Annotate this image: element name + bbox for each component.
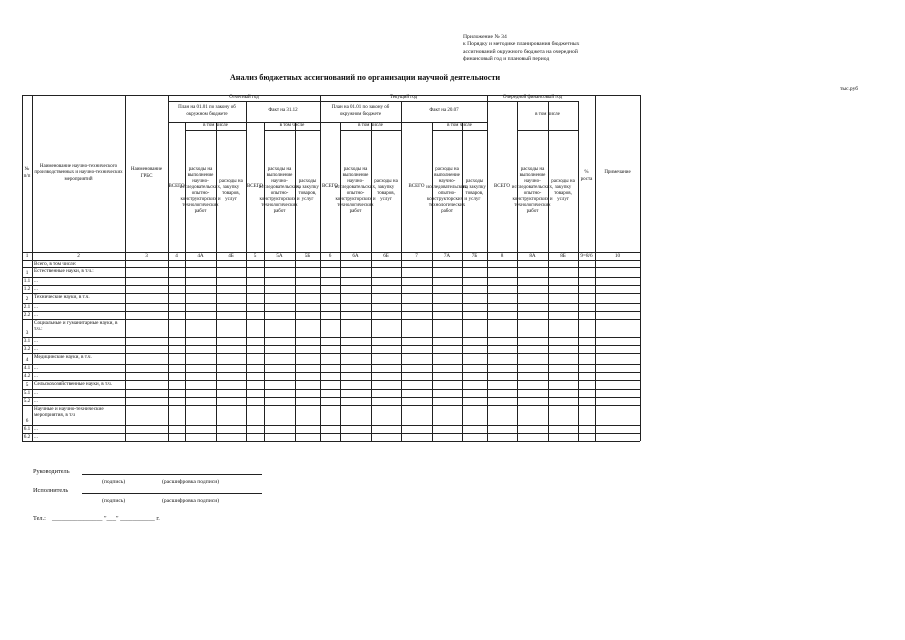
header-total-15: ВСЕГО xyxy=(493,183,511,189)
header-including-4: в том числе xyxy=(203,122,228,128)
appendix-line-2: к Порядку и методике планирования бюджетных xyxy=(463,41,580,48)
document-title: Анализ бюджетных ассигнований по организации научной деятельности xyxy=(229,73,501,82)
executor-label: Исполнитель xyxy=(33,487,69,494)
executor-signature-hint: (подпись) xyxy=(102,498,126,504)
column-number: 6 xyxy=(328,253,332,259)
table-row-number: 6.2 xyxy=(23,434,31,440)
table-row-label: Научные и научно-технические мероприятия, в т.ч xyxy=(34,406,104,419)
header-plan-0101-current: План на 01.01 по закону об окружном бюджете xyxy=(331,105,390,117)
header-reporting-year: Отчетный год xyxy=(229,94,259,100)
executor-decode-hint: (расшифровка подписи) xyxy=(162,498,220,504)
table-row-number: 4 xyxy=(25,357,29,363)
header-goods-5: расходы на закупку товаров, услуг xyxy=(219,178,243,203)
table-row-number: 1 xyxy=(25,270,29,276)
executor-signature-line[interactable] xyxy=(82,493,262,494)
appendix-note xyxy=(463,34,663,64)
table-row-label: ... xyxy=(34,338,38,344)
column-number: 3 xyxy=(145,253,148,259)
column-number: 9=8/6 xyxy=(580,253,593,259)
header-total-3: ВСЕГО xyxy=(168,183,185,189)
header-fact-3112: Факт на 31.12 xyxy=(268,108,298,114)
table-row-number: 6 xyxy=(25,418,29,424)
header-goods-11: расходы на закупку товаров, услуг xyxy=(374,178,398,203)
table-row-label: Сельскохозяйственные науки, в т.ч. xyxy=(34,381,113,387)
table-row-number: 2.1 xyxy=(23,304,31,310)
phone-date-line[interactable]: ________________ "___" ___________ г. xyxy=(52,515,160,522)
table-row-label: ... xyxy=(34,390,38,396)
appendix-line-1: Приложение № 34 xyxy=(463,34,507,40)
unit-label: тыс.руб xyxy=(840,86,859,92)
header-rnd-13: расходы на выполнение научно-исследовательских, опытно-конструкторских и технологических работ xyxy=(426,166,468,215)
table-row-label: ... xyxy=(34,434,38,440)
header-including-6: в том числе xyxy=(358,122,383,128)
table-row-number: 3.2 xyxy=(23,346,31,352)
header-including-5: в том числе xyxy=(279,122,305,128)
table-row-label: Всего, в том числе: xyxy=(34,261,77,267)
header-rnd-4: расходы на выполнение научно-исследовательских, опытно-конструкторских и технологических работ xyxy=(179,166,222,215)
header-goods-17: расходы на закупку товаров, услуг xyxy=(551,178,575,203)
appendix-line-3: ассигнований окружного бюджета на очередной xyxy=(463,48,578,55)
column-number: 4А xyxy=(197,253,204,259)
header-goods-14: расходы на закупку товаров, услуг xyxy=(463,178,486,203)
table-row-number: 1.1 xyxy=(23,278,31,284)
header-name: Наименование научно-технического производственных и научно-технических мероприятий xyxy=(34,164,123,182)
table-row-label: ... xyxy=(34,304,38,310)
table-row-label: Медицинские науки, в т.ч. xyxy=(34,354,92,360)
column-number: 2 xyxy=(77,253,80,259)
header-including-7: в том числе xyxy=(447,122,472,128)
header-num: № п/п xyxy=(23,167,31,179)
head-signature-hint: (подпись) xyxy=(102,479,126,485)
table-rule xyxy=(640,95,641,441)
table-row-label: ... xyxy=(34,365,38,371)
table-row-label: ... xyxy=(34,426,38,432)
header-fact-2007: Факт на 20.07 xyxy=(429,108,459,114)
header-total-6: ВСЕГО xyxy=(246,183,264,189)
column-number: 5 xyxy=(253,253,257,259)
table-row-number: 1.2 xyxy=(23,286,31,292)
table-row-number: 2 xyxy=(25,296,29,302)
header-grbs: Наименование ГРБС xyxy=(130,167,163,179)
header-percent: % роста xyxy=(580,170,593,182)
header-rnd-10: расходы на выполнение научно-исследовательских, опытно-конструкторских и технологических работ xyxy=(334,166,377,215)
table-row-label: ... xyxy=(34,278,38,284)
table-row-label: ... xyxy=(34,398,38,404)
column-number: 7 xyxy=(415,253,418,259)
header-goods-8: расходы на закупку товаров, услуг xyxy=(296,178,319,203)
column-number: 5А xyxy=(276,253,283,259)
column-number: 4Б xyxy=(228,253,234,259)
table-row-number: 4.2 xyxy=(23,373,31,379)
table-row-number: 5.1 xyxy=(23,390,31,396)
header-rnd-16: расходы на выполнение научно-исследовательских, опытно-конструкторских и технологических работ xyxy=(511,166,554,215)
column-number: 8А xyxy=(529,253,536,259)
table-row-number: 4.1 xyxy=(23,365,31,371)
column-number: 6Б xyxy=(383,253,389,259)
table-row-number: 2.2 xyxy=(23,312,31,318)
appendix-line-4: финансовый год и плановый период xyxy=(463,56,550,63)
header-rnd-7: расходы на выполнение научно-исследовательских, опытно-конструкторских и технологических работ xyxy=(258,166,301,215)
table-row-label: ... xyxy=(34,286,38,292)
header-next-year: Очередной финансовый год xyxy=(502,94,563,100)
column-number: 8 xyxy=(500,253,504,259)
column-number: 7Б xyxy=(471,253,478,259)
header-total-12: ВСЕГО xyxy=(408,183,425,189)
table-rule xyxy=(22,441,640,442)
column-number: 6А xyxy=(352,253,359,259)
table-row-number: 6.1 xyxy=(23,426,31,432)
column-number: 7А xyxy=(443,253,451,259)
header-current-year: Текущий год xyxy=(389,94,418,100)
table-row-label: ... xyxy=(34,346,38,352)
table-row-label: Технические науки, в т.ч. xyxy=(34,294,90,300)
head-decode-hint: (расшифровка подписи) xyxy=(162,479,220,485)
header-total-9: ВСЕГО xyxy=(321,183,339,189)
phone-label: Тел.: xyxy=(33,515,46,522)
table-row-label: ... xyxy=(34,373,38,379)
column-number: 8Б xyxy=(560,253,566,259)
table-row-number: 3 xyxy=(25,330,29,336)
table-row-number: 5 xyxy=(25,382,29,388)
header-plan-0101: План на 01.01 по закону об окружном бюджете xyxy=(178,105,236,117)
table-row-label: Социальные и гуманитарные науки, в т.ч.: xyxy=(34,320,118,333)
column-number: 5Б xyxy=(304,253,311,259)
header-note: Примечание xyxy=(604,170,631,176)
table-row-label: ... xyxy=(34,312,38,318)
header-including-8: в том числе xyxy=(535,112,560,118)
table-row-number: 3.1 xyxy=(23,338,31,344)
table-row-label: Естественные науки, в т.ч.: xyxy=(34,268,94,274)
head-label: Руководитель xyxy=(33,468,70,475)
column-number: 4 xyxy=(175,253,178,259)
column-number: 1 xyxy=(25,253,29,259)
table-row-number: 5.2 xyxy=(23,398,31,404)
column-number: 10 xyxy=(614,253,621,259)
head-signature-line[interactable] xyxy=(82,474,262,475)
